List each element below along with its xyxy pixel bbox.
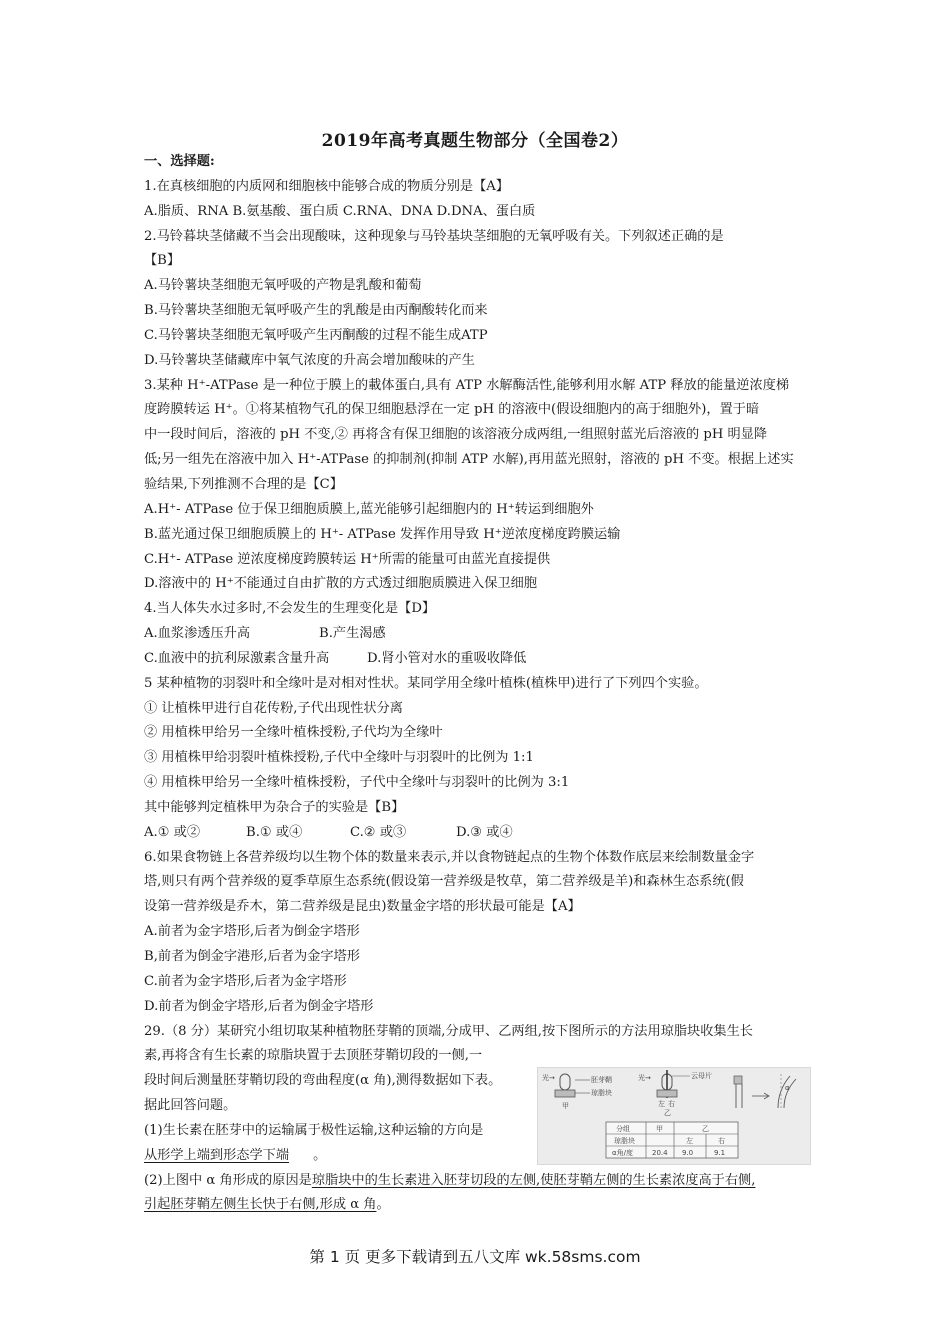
q6-stem-line2: 塔,则只有两个营养级的夏季草原生态系统(假设第一营养级是牧草，第二营养级是羊)和森林生态系统(假 [144, 874, 744, 890]
q29-part1-question: (1)生长素在胚芽中的运输属于极性运输,这种运输的方向是 [144, 1122, 484, 1138]
q3-stem-line4: 低;另一组先在溶液中加入 H⁺-ATPase 的抑制剂(抑制 ATP 水解),再用蓝光照射，溶液的 pH 不变。根据上述实 [144, 452, 794, 468]
light-label-2: 光→ [638, 1074, 651, 1082]
experiment-diagram [538, 1068, 810, 1164]
q4-options-row1 [144, 622, 820, 647]
q29-part2-prefix: (2)上图中 α 角形成的原因是 [144, 1172, 312, 1188]
q5-stem: 5 某种植物的羽裂叶和全缘叶是对相对性状。某同学用全缘叶植株(植株甲)进行了下列四个实验。 [144, 675, 708, 691]
q2-stem-answer: 【B】 [144, 253, 181, 269]
table-header-jia: 甲 [656, 1125, 663, 1133]
q2-option-b: B.马铃薯块茎细胞无氧呼吸产生的乳酸是由丙酮酸转化而来 [144, 303, 488, 319]
q6-option-d: D.前者为倒金字塔形,后者为倒金字塔形 [144, 998, 374, 1014]
agar-on-segment [734, 1076, 742, 1084]
q5-experiment-4: ④ 用植株甲给另一全缘叶植株授粉，子代中全缘叶与羽裂叶的比例为 3:1 [144, 775, 570, 791]
q4-stem: 4.当人体失水过多时,不会发生的生理变化是【D】 [144, 601, 436, 617]
table-header-yi: 乙 [702, 1125, 709, 1133]
coleoptile-label: 胚芽鞘 [591, 1076, 612, 1084]
q1-options: A.脂质、RNA B.氨基酸、蛋白质 C.RNA、DNA D.DNA、蛋白质 [144, 203, 536, 219]
q2-option-d: D.马铃薯块茎储藏库中氧气浓度的升高会增加酸味的产生 [144, 352, 475, 368]
table-sub-agar: 琼脂块 [614, 1137, 635, 1145]
q3-option-c: C.H⁺- ATPase 逆浓度梯度跨膜转运 H⁺所需的能量可由蓝光直接提供 [144, 551, 551, 567]
q29-part2-answer1: 琼脂块中的生长素进入胚芽切段的左侧,使胚芽鞘左侧的生长素浓度高于右侧, [311, 1172, 756, 1188]
coleoptile-tip-jia [560, 1074, 570, 1090]
q2-option-a: A.马铃薯块茎细胞无氧呼吸的产物是乳酸和葡萄 [144, 278, 422, 294]
mica-label: 云母片 [691, 1072, 712, 1080]
q29-part1-end: 。 [313, 1147, 327, 1163]
left-label: 左 [658, 1100, 665, 1108]
q5-option-b: B.① 或④ [246, 824, 303, 840]
q3-stem-line3: 中一段时间后，溶液的 pH 不变,② 再将含有保卫细胞的该溶液分成两组,一组照射蓝光后溶液的 pH 明显降 [144, 427, 768, 443]
light-label-1: 光→ [542, 1074, 555, 1082]
agar-block-jia [555, 1090, 575, 1097]
q3-option-a: A.H⁺- ATPase 位于保卫细胞质膜上,蓝光能够引起细胞内的 H⁺转运到细胞外 [144, 501, 594, 517]
right-label: 右 [668, 1100, 675, 1108]
q29-stem-line2: 素,再将含有生长素的琼脂块置于去顶胚芽鞘切段的一侧,一 [144, 1048, 483, 1064]
q29-stem-line1: 29.（8 分）某研究小组切取某种植物胚芽鞘的顶端,分成甲、乙两组,按下图所示的方法用琼脂块收集生长 [144, 1023, 753, 1039]
table-value-right: 9.1 [714, 1149, 726, 1157]
q1-stem: 1.在真核细胞的内质网和细胞核中能够合成的物质分别是【A】 [144, 178, 509, 194]
q29-stem-line3: 段时间后测量胚芽鞘切段的弯曲程度(α 角),测得数据如下表。 [144, 1073, 502, 1089]
q3-option-b: B.蓝光通过保卫细胞质膜上的 H⁺- ATPase 发挥作用导致 H⁺逆浓度梯度跨膜运输 [144, 526, 621, 542]
data-table [606, 1122, 738, 1158]
q29-part2-line1 [144, 1169, 820, 1194]
q4-options-row2 [144, 647, 820, 672]
agar-label: 琼脂块 [591, 1089, 612, 1097]
q5-question: 其中能够判定植株甲为杂合子的实验是【B】 [144, 799, 405, 815]
jia-label: 甲 [562, 1102, 569, 1110]
q6-stem-line3: 设第一营养级是乔木，第二营养级是昆虫)数量金字塔的形状最可能是【A】 [144, 899, 581, 915]
segment-before [736, 1084, 742, 1108]
q29-part2-line2 [144, 1193, 820, 1218]
q6-stem-line1: 6.如果食物链上各营养级均以生物个体的数量来表示,并以食物链起点的生物个体数作底层来绘制数量金字 [144, 849, 755, 865]
document-body [144, 150, 820, 1218]
q4-option-d: D.肾小管对水的重吸收降低 [367, 650, 527, 666]
q2-option-c: C.马铃薯块茎细胞无氧呼吸产生丙酮酸的过程不能生成ATP [144, 327, 488, 343]
q4-option-a: A.血浆渗透压升高 [144, 626, 251, 642]
q4-option-c: C.血液中的抗利尿激素含量升高 [144, 650, 330, 666]
yi-label: 乙 [664, 1109, 671, 1117]
page-title: 2019年高考真题生物部分（全国卷2） [321, 131, 629, 151]
q5-experiment-2: ② 用植株甲给另一全缘叶植株授粉,子代均为全缘叶 [144, 725, 443, 741]
q3-stem-line2: 度跨膜转运 H⁺。①将某植物气孔的保卫细胞悬浮在一定 pH 的溶液中(假设细胞内的高于细胞外)，置于暗 [144, 402, 760, 418]
page-footer: 第 1 页 更多下载请到五八文库 wk.58sms.com [309, 1248, 641, 1266]
q5-option-d: D.③ 或④ [456, 824, 513, 840]
q29-part1-answer: 从形学上端到形态学下端 [144, 1147, 290, 1163]
q29-part2-answer2: 引起胚芽鞘左侧生长快于右侧,形成 α 角 [144, 1197, 377, 1213]
table-row-label: α角/度 [612, 1149, 633, 1157]
q3-stem-line5: 验结果,下列推测不合理的是【C】 [144, 476, 343, 492]
q4-option-b: B.产生渴感 [319, 626, 386, 642]
q29-part2-end: 。 [376, 1197, 390, 1213]
q5-experiment-1: ① 让植株甲进行自花传粉,子代出现性状分离 [144, 700, 403, 716]
q6-option-a: A.前者为金字塔形,后者为倒金字塔形 [144, 924, 360, 940]
table-sub-left: 左 [686, 1137, 693, 1145]
q2-stem: 2.马铃暮块茎储藏不当会出现酸味，这种现象与马铃基块茎细胞的无氧呼吸有关。下列叙述正确的是 [144, 228, 724, 244]
q5-option-a: A.① 或② [144, 824, 201, 840]
alpha-mark: α [785, 1084, 790, 1092]
q5-option-c: C.② 或③ [350, 824, 407, 840]
table-sub-right: 右 [718, 1137, 725, 1145]
q6-option-c: C.前者为金字塔形,后者为金字塔形 [144, 973, 347, 989]
section-heading: 一、选择题: [144, 154, 215, 169]
q5-options [144, 821, 820, 846]
table-value-jia: 20.4 [652, 1149, 668, 1157]
q3-stem-line1: 3.某种 H⁺-ATPase 是一种位于膜上的載体蛋白,具有 ATP 水解酶活性,能够利用水解 ATP 释放的能量逆浓度梯 [144, 377, 790, 393]
q29-stem-line4: 据此回答问题。 [144, 1098, 237, 1114]
q6-option-b: B,前者为倒金字港形,后者为金字塔形 [144, 949, 360, 964]
experiment-figure [537, 1067, 811, 1165]
q3-option-d: D.溶液中的 H⁺不能通过自由扩散的方式透过细胞质膜进入保卫细胞 [144, 576, 538, 592]
q5-experiment-3: ③ 用植株甲给羽裂叶植株授粉,子代中全缘叶与羽裂叶的比例为 1:1 [144, 750, 534, 766]
agar-block-yi [657, 1090, 677, 1097]
table-value-left: 9.0 [682, 1149, 694, 1157]
table-header-group: 分组 [616, 1125, 630, 1133]
